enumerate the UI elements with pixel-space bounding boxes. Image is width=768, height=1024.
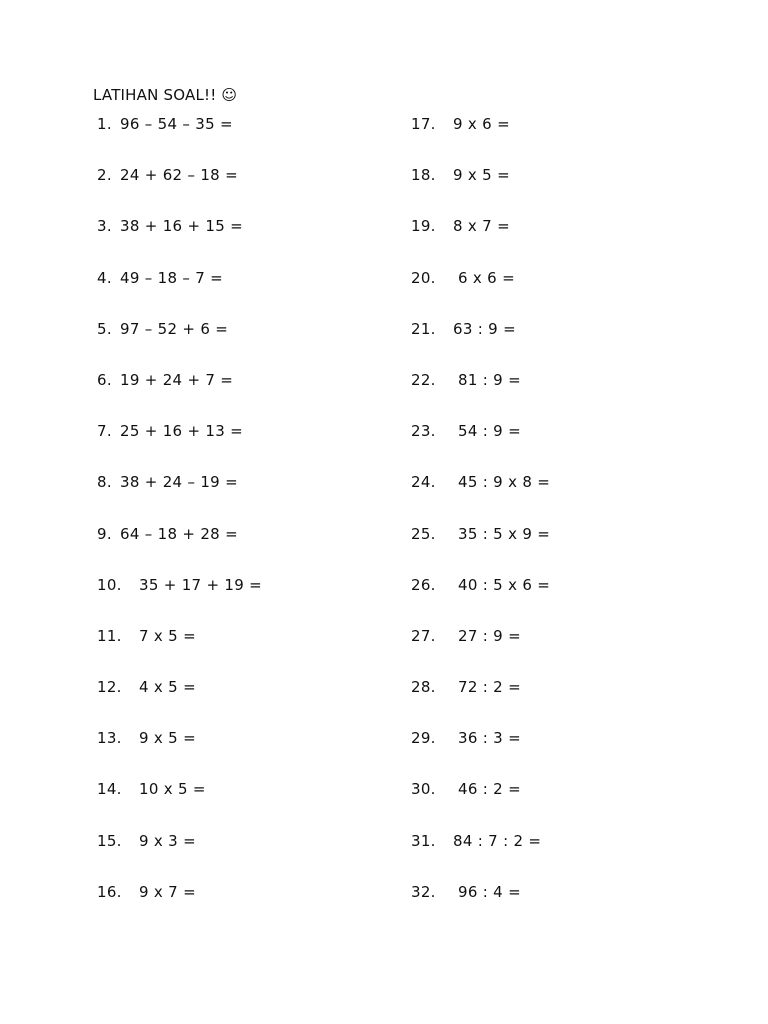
question-number: 29.	[411, 729, 436, 748]
question-number: 11.	[97, 626, 122, 645]
question-number: 13.	[97, 729, 122, 748]
question-number: 9.	[97, 524, 112, 543]
question-number: 25.	[411, 524, 436, 543]
question-expression: 49 – 18 – 7 =	[120, 268, 224, 287]
question-number: 1.	[97, 115, 112, 133]
question-expression: 9 x 3 =	[139, 831, 196, 850]
question-number: 28.	[411, 678, 436, 697]
question-expression: 97 – 52 + 6 =	[120, 319, 229, 338]
question-number: 20.	[411, 268, 436, 287]
question-expression: 45 : 9 x 8 =	[458, 473, 551, 492]
question-expression: 8 x 7 =	[453, 217, 510, 236]
question-number: 15.	[97, 831, 122, 850]
question-number: 12.	[97, 678, 122, 697]
question-expression: 40 : 5 x 6 =	[458, 575, 551, 594]
question-expression: 81 : 9 =	[458, 370, 521, 389]
question-number: 22.	[411, 370, 436, 389]
question-expression: 25 + 16 + 13 =	[120, 422, 244, 441]
question-number: 6.	[97, 370, 112, 389]
question-expression: 38 + 16 + 15 =	[120, 217, 244, 236]
page-title: LATIHAN SOAL!! ☺	[93, 86, 238, 104]
question-expression: 9 x 6 =	[453, 115, 510, 133]
question-number: 21.	[411, 319, 436, 338]
question-expression: 96 : 4 =	[458, 882, 521, 901]
question-expression: 10 x 5 =	[139, 780, 206, 799]
question-number: 2.	[97, 166, 112, 185]
question-number: 30.	[411, 780, 436, 799]
question-expression: 7 x 5 =	[139, 626, 196, 645]
question-expression: 63 : 9 =	[453, 319, 516, 338]
question-expression: 64 – 18 + 28 =	[120, 524, 238, 543]
question-expression: 54 : 9 =	[458, 422, 521, 441]
question-number: 19.	[411, 217, 436, 236]
question-expression: 9 x 7 =	[139, 882, 196, 901]
question-number: 3.	[97, 217, 112, 236]
question-number: 14.	[97, 780, 122, 799]
question-expression: 6 x 6 =	[458, 268, 515, 287]
question-number: 8.	[97, 473, 112, 492]
question-expression: 35 : 5 x 9 =	[458, 524, 551, 543]
question-expression: 9 x 5 =	[453, 166, 510, 185]
question-expression: 27 : 9 =	[458, 626, 521, 645]
question-number: 32.	[411, 882, 436, 901]
question-expression: 84 : 7 : 2 =	[453, 831, 542, 850]
question-number: 18.	[411, 166, 436, 185]
question-number: 31.	[411, 831, 436, 850]
question-number: 5.	[97, 319, 112, 338]
question-number: 27.	[411, 626, 436, 645]
question-expression: 24 + 62 – 18 =	[120, 166, 238, 185]
question-expression: 72 : 2 =	[458, 678, 521, 697]
question-expression: 35 + 17 + 19 =	[139, 575, 263, 594]
question-number: 10.	[97, 575, 122, 594]
question-number: 4.	[97, 268, 112, 287]
question-number: 23.	[411, 422, 436, 441]
question-number: 16.	[97, 882, 122, 901]
question-expression: 36 : 3 =	[458, 729, 521, 748]
question-number: 7.	[97, 422, 112, 441]
question-number: 24.	[411, 473, 436, 492]
question-expression: 19 + 24 + 7 =	[120, 370, 234, 389]
question-number: 26.	[411, 575, 436, 594]
question-number: 17.	[411, 115, 436, 133]
question-expression: 4 x 5 =	[139, 678, 196, 697]
question-expression: 96 – 54 – 35 =	[120, 115, 233, 133]
question-expression: 38 + 24 – 19 =	[120, 473, 238, 492]
question-expression: 9 x 5 =	[139, 729, 196, 748]
question-expression: 46 : 2 =	[458, 780, 521, 799]
